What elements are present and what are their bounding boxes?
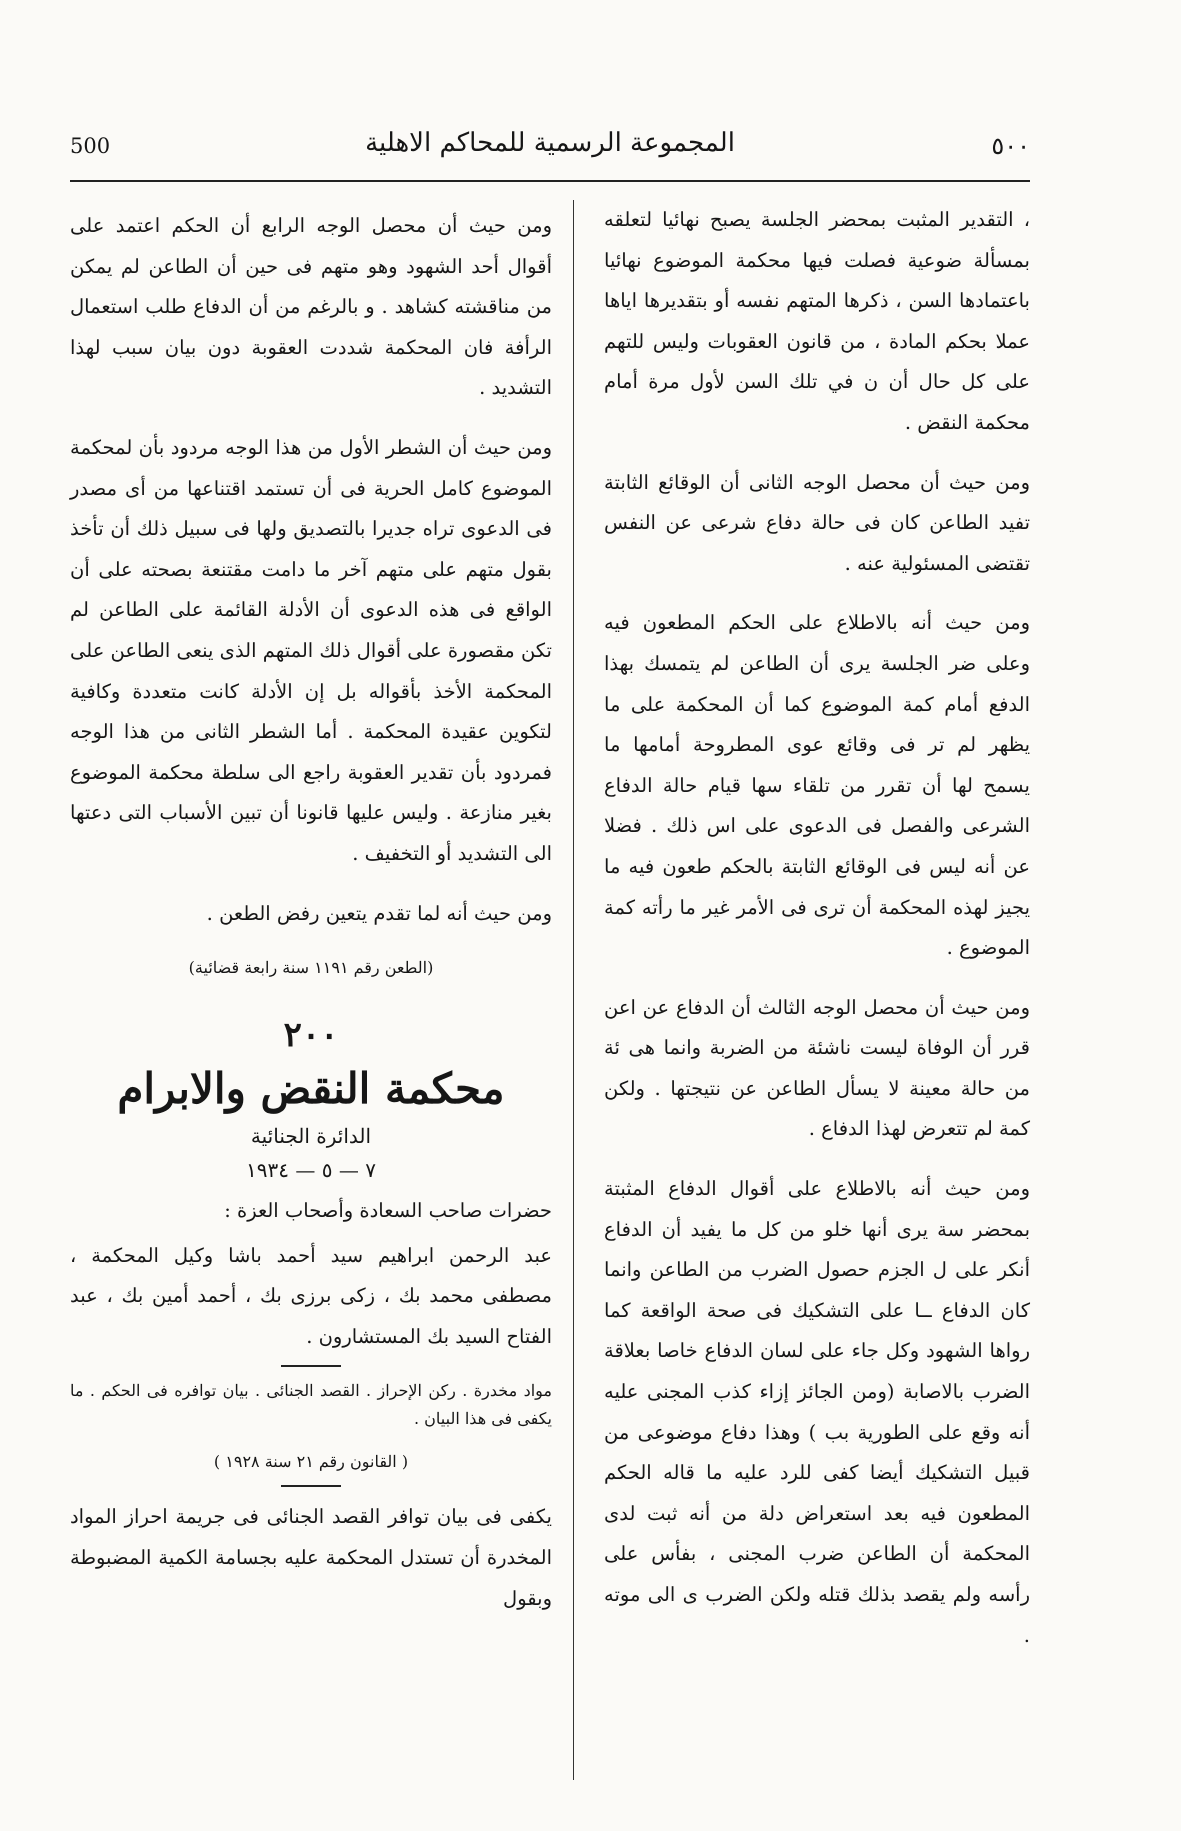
paragraph: يكفى فى بيان توافر القصد الجنائى فى جريمة احراز المواد المخدرة أن تستدل المحكمة عليه بجسامة الكمية المضبوطة وبقول <box>70 1505 552 1610</box>
bench-intro: حضرات صاحب السعادة وأصحاب العزة : <box>224 1199 552 1223</box>
column-divider <box>573 200 574 1780</box>
section-rule <box>281 1365 341 1367</box>
bench-members: عبد الرحمن ابراهيم سيد أحمد باشا وكيل المحكمة ، مصطفى محمد بك ، زكى برزى بك ، أحمد أمين بك ، عبد الفتاح السيد بك المستشارون . <box>70 1243 552 1348</box>
paragraph: ومن حيث أنه بالاطلاع على أقوال الدفاع المثبتة بمحضر سة يرى أنها خلو من كل ما يفيد أن الدفاع أنكر على ل الجزم حصول الضرب من الطاعن وانما كان الدفاع ــا على التشكيك فى صحة الواقعة كما رواها الشهود وكل جاء على لسان الدفاع خاصا بعلاقة الضرب بالاصابة (ومن الجائز إزاء كذب المجنى عليه أنه وقع على الطورية بب ) وهذا دفاع موضوعى من قبيل التشكيك أيضا كفى للرد عليه ما قاله الحكم المطعون فيه بعد استعراض دلة من أنه ثبت لدى المحكمة أن الطاعن ضرب المجنى ، بفأس على رأسه ولم يقصد بذلك قتله ولكن الضرب ى الى موته . <box>604 1177 1030 1647</box>
right-column <box>604 200 1030 1675</box>
paragraph: ، التقدير المثبت بمحضر الجلسة يصبح نهائيا لتعلقه بمسألة ضوعية فصلت فيها محكمة الموضوع نهائيا باعتمادها السن ، ذكرها المتهم نفسه أو بتقديرها اياها عملا بحكم المادة ، من قانون العقوبات وليس للتهم على كل حال أن ن في تلك السن لأول مرة أمام محكمة النقض . <box>604 208 1030 434</box>
page-number-latin: 500 <box>70 134 111 158</box>
law-reference: ( القانون رقم ٢١ سنة ١٩٢٨ ) <box>213 1452 409 1472</box>
paragraph: ومن حيث أنه بالاطلاع على الحكم المطعون فيه وعلى ضر الجلسة يرى أن الطاعن لم يتمسك بهذا الدفع أمام كمة الموضوع كما أن المحكمة على ما يظهر لم تر فى وقائع عوى المطروحة أمامها ما يسمح لها أن تقرر من تلقاء سها قيام حالة الدفاع الشرعى والفصل فى الدعوى على اس ذلك . فضلا عن أنه ليس فى الوقائع الثابتة بالحكم طعون فيه ما يجيز لهذه المحكمة أن ترى فى الأمر غير ما رأته كمة الموضوع . <box>604 611 1030 960</box>
left-column <box>70 206 552 1638</box>
circuit-name: الدائرة الجنائية <box>250 1124 372 1149</box>
appeal-citation: (الطعن رقم ١١٩١ سنة رابعة قضائية) <box>188 958 434 978</box>
judgment-date: ٧ — ٥ — ١٩٣٤ <box>246 1158 376 1183</box>
court-name: محكمة النقض والابرام <box>117 1064 505 1114</box>
paragraph: ومن حيث أن محصل الوجه الثانى أن الوقائع الثابتة تفيد الطاعن كان فى حالة دفاع شرعى عن النفس تقتضى المسئولية عنه . <box>604 470 1030 575</box>
section-rule <box>281 1485 341 1487</box>
running-title: المجموعة الرسمية للمحاكم الاهلية <box>365 128 735 158</box>
page-number-arabic: ٥٠٠ <box>991 132 1030 160</box>
case-number: ٢٠٠ <box>283 1015 339 1056</box>
paragraph: ومن حيث أنه لما تقدم يتعين رفض الطعن . <box>206 901 552 925</box>
paragraph: ومن حيث أن الشطر الأول من هذا الوجه مردود بأن لمحكمة الموضوع كامل الحرية فى أن تستمد اقتناعها من أى مصدر فى الدعوى تراه جديرا بالتصديق ولها فى سبيل ذلك أن تأخذ بقول متهم على متهم آخر ما دامت مقتنعة بصحته على أن الواقع فى هذه الدعوى أن الأدلة القائمة على الطاعن لم تكن مقصورة على أقوال ذلك المتهم الذى ينعى الطاعن على المحكمة الأخذ بأقواله بل إن الأدلة كانت متعددة وكافية لتكوين عقيدة المحكمة . أما الشطر الثانى من هذا الوجه فمردود بأن تقدير العقوبة راجع الى سلطة محكمة الموضوع بغير منازعة . وليس عليها قانونا أن تبين الأسباب التى دعتها الى التشديد أو التخفيف . <box>70 435 552 865</box>
paragraph: ومن حيث أن محصل الوجه الرابع أن الحكم اعتمد على أقوال أحد الشهود وهو متهم فى حين أن الطاعن لم يمكن من مناقشته كشاهد . و بالرغم من أن الدفاع طلب استعمال الرأفة فان المحكمة شددت العقوبة دون بيان سبب لهذا التشديد . <box>70 214 552 400</box>
page-header <box>70 128 1030 168</box>
header-rule <box>70 180 1030 182</box>
case-summary: مواد مخدرة . ركن الإحراز . القصد الجنائى . بيان توافره فى الحكم . ما يكفى فى هذا البيان . <box>70 1381 552 1429</box>
paragraph: ومن حيث أن محصل الوجه الثالث أن الدفاع عن اعن قرر أن الوفاة ليست ناشئة من الضربة وانما هى ئة من حالة معينة لا يسأل الطاعن عن نتيجتها . ولكن كمة لم تتعرض لهذا الدفاع . <box>604 995 1030 1141</box>
